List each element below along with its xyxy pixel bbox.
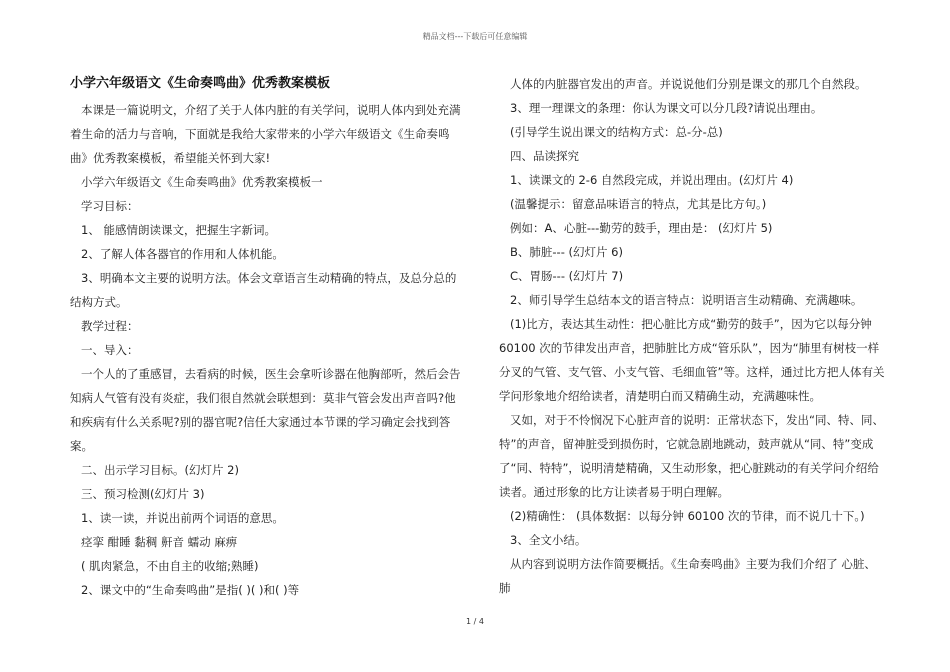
paragraph: 1、读一读，并说出前两个词语的意思。 <box>81 511 284 525</box>
paragraph: 又如，对于不怜悯况下心脏声音的说明：正常状态下，发出“同、特、同、特”的声音，留神脏受到损伤时，它就急剧地跳动，鼓声就从“同、特”变成了“同、特特”，说明清楚精确，又生动形象，把心脏跳动的有关学问介绍给读者。通过形象的比方让读者易于明白理解。 <box>499 413 884 499</box>
paragraph: (引导学生说出课文的结构方式：总-分-总) <box>510 125 723 139</box>
paragraph: 本课是一篇说明文，介绍了关于人体内脏的有关学问，说明人体内到处充满着生命的活力与音响，下面就是我给大家带来的小学六年级语文《生命奏鸣曲》优秀教案模板，希望能关怀到大家! <box>70 103 461 165</box>
paragraph: 3、理一理课文的条理：你认为课文可以分几段?请说出理由。 <box>510 101 823 115</box>
right-column <box>499 72 885 600</box>
paragraph: 例如：A、心脏---勤劳的鼓手，理由是： (幻灯片 5) <box>510 221 773 235</box>
paragraph: C、胃肠--- (幻灯片 7) <box>510 269 624 283</box>
paragraph: 一个人的了重感冒，去看病的时候，医生会拿听诊器在他胸部听，然后会告知病人气管有没有炎症，我们很自然就会联想到：莫非气管会发出声音吗?他和疾病有什么关系呢?别的器官呢?信任大家通过本节课的学习确定会找到答案。 <box>70 367 461 453</box>
paragraph: 2、课文中的“生命奏鸣曲”是指( )( )和( )等 <box>81 583 300 597</box>
paragraph: 1、读课文的 2-6 自然段完成，并说出理由。(幻灯片 4) <box>510 173 794 187</box>
document-title: 小学六年级语文《生命奏鸣曲》优秀教案模板 <box>70 76 331 91</box>
paragraph: 人体的内脏器官发出的声音。并说说他们分别是课文的那几个自然段。 <box>510 77 867 91</box>
paragraph: (温馨提示：留意品味语言的特点，尤其是比方句。) <box>510 197 767 211</box>
paragraph: (1)比方，表达其生动性：把心脏比方成“勤劳的鼓手”，因为它以每分钟60100 次的节律发出声音，把肺脏比方成“管乐队”，因为“肺里有树枝一样分叉的气管、支气管、小支气管、毛细血管”等。这样，通过比方把人体有关学问形象地介绍给读者，清楚明白而又精确生动，充满趣味性。 <box>499 317 885 403</box>
paragraph: 从内容到说明方法作简要概括。《生命奏鸣曲》主要为我们介绍了 心脏、肺 <box>499 557 876 595</box>
paragraph: 二、出示学习目标。(幻灯片 2) <box>81 463 239 477</box>
paragraph: 痉挛 酣睡 黏稠 鼾音 蠕动 麻痹 <box>81 535 238 549</box>
paragraph: ( 肌肉紧急，不由自主的收缩;熟睡) <box>81 559 259 573</box>
paragraph: 1、 能感情朗读课文，把握生字新词。 <box>81 223 276 237</box>
left-column <box>70 74 465 602</box>
paragraph: 3、全文小结。 <box>510 533 587 547</box>
paragraph: 三、预习检测(幻灯片 3) <box>81 487 205 501</box>
paragraph: 3、明确本文主要的说明方法。体会文章语言生动精确的特点，及总分总的结构方式。 <box>70 271 457 309</box>
page-number: 1 / 4 <box>466 617 484 626</box>
paragraph: 2、师引导学生总结本文的语言特点：说明语言生动精确、充满趣味。 <box>510 293 863 307</box>
paragraph: B、肺脏--- (幻灯片 6) <box>510 245 623 259</box>
paragraph: 一、导入： <box>81 343 139 357</box>
paragraph: 教学过程： <box>81 319 139 333</box>
paragraph: 四、品读探究 <box>510 149 579 163</box>
page-header: 精品文档---下载后可任意编辑 <box>422 32 528 41</box>
paragraph: (2)精确性： (具体数据：以每分钟 60100 次的节律，而不说几十下。) <box>510 509 865 523</box>
paragraph: 2、了解人体各器官的作用和人体机能。 <box>81 247 284 261</box>
paragraph: 小学六年级语文《生命奏鸣曲》优秀教案模板一 <box>81 175 323 189</box>
paragraph: 学习目标： <box>81 199 139 213</box>
